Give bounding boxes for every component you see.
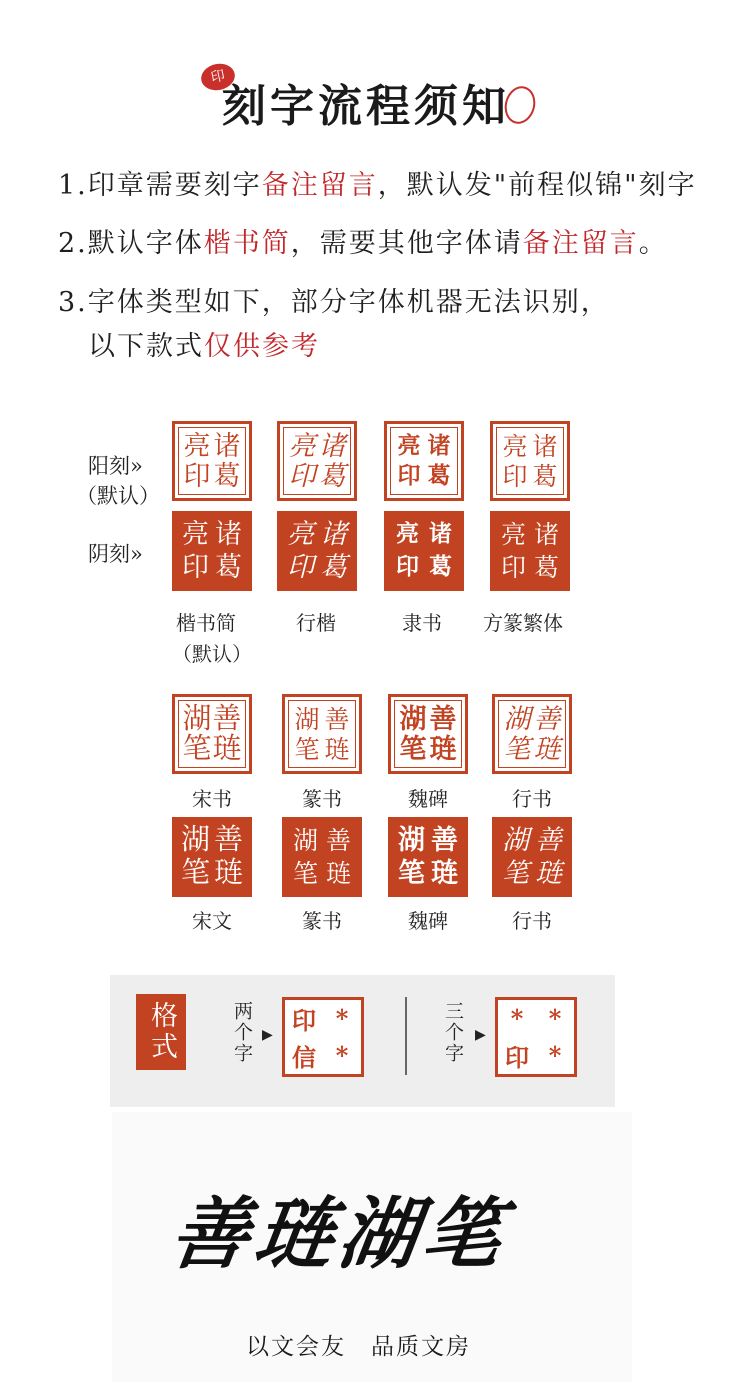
seal-char: 葛	[320, 552, 347, 583]
format-char: *	[335, 1004, 349, 1033]
seal-char: 诸	[532, 431, 558, 461]
seal-yang-zhuanshu	[282, 694, 362, 774]
seal-yang-kaishu	[172, 421, 252, 501]
seal-yang-songshu	[172, 694, 252, 774]
seal-char: 印	[396, 554, 419, 580]
seal-char: 笔	[292, 859, 318, 888]
caption-xingkai: 行楷	[296, 611, 336, 635]
seal-char: 善	[213, 824, 243, 856]
title-seal-mark: 印	[199, 61, 238, 94]
note-1-tail: ，默认发"前程似锦"刻字	[377, 170, 697, 201]
seal-char: 亮	[396, 521, 419, 547]
format-char: 信	[292, 1043, 316, 1072]
seal-char: 湖	[399, 703, 427, 735]
note-2-text: 2.默认字体	[58, 228, 204, 259]
format-char: *	[548, 1004, 562, 1033]
note-2	[58, 221, 668, 260]
seal-yin-kaishu	[172, 511, 252, 591]
label-yang-default: （默认）	[76, 484, 160, 508]
seal-char: 印	[500, 553, 526, 582]
seal-char: 诸	[427, 432, 451, 459]
seal-yang-fangzhuan	[490, 421, 570, 501]
caption-default: （默认）	[172, 642, 252, 666]
arrow-right-icon: ▶	[475, 1027, 486, 1043]
seal-yang-xingshu	[492, 694, 572, 774]
label-yang: 阳刻»	[88, 454, 143, 478]
seal-char: 善	[324, 704, 350, 734]
caption-zhuanshu-yin: 篆书	[302, 909, 342, 933]
seal-char: 亮	[287, 519, 314, 550]
seal-char: 笔	[502, 858, 529, 889]
seal-char: 亮	[288, 430, 316, 462]
caption-lishu: 隶书	[402, 611, 442, 635]
seal-char: 诸	[429, 521, 452, 547]
seal-yang-lishu	[384, 421, 464, 501]
seal-yin-xingshu	[492, 817, 572, 897]
note-1-text: 1.印章需要刻字	[58, 170, 262, 201]
seal-char: 善	[431, 825, 458, 856]
seal-char: 印	[182, 552, 209, 583]
seal-char: 印	[287, 552, 314, 583]
seal-char: 善	[325, 826, 351, 855]
seal-char: 琏	[324, 734, 350, 764]
format-char: *	[335, 1041, 349, 1070]
seal-char: 琏	[533, 733, 561, 765]
seal-char: 善	[533, 703, 561, 735]
footer-banner	[112, 1112, 632, 1382]
seal-yin-fangzhuan	[490, 511, 570, 591]
seal-char: 琏	[431, 858, 458, 889]
seal-char: 亮	[182, 519, 209, 550]
seal-char: 笔	[182, 732, 212, 765]
format-three-label: 三个字	[442, 1001, 464, 1064]
format-panel	[110, 975, 615, 1107]
caption-fangzhuan: 方篆繁体	[483, 611, 563, 635]
format-char: 印	[505, 1043, 529, 1072]
format-char: *	[548, 1041, 562, 1070]
seal-char: 印	[183, 460, 211, 492]
seal-yin-xingkai	[277, 511, 357, 591]
note-3-text: 3.字体类型如下，部分字体机器无法识别，	[58, 287, 610, 318]
format-char: 印	[292, 1006, 316, 1035]
caption-songshu: 宋书	[192, 787, 232, 811]
seal-yin-songwen	[172, 817, 252, 897]
seal-char: 湖	[182, 702, 212, 735]
label-yin: 阴刻»	[88, 542, 143, 566]
footer-slogan: 以文会友 品质文房	[246, 1334, 471, 1360]
seal-char: 善	[535, 825, 562, 856]
seal-char: 笔	[503, 733, 531, 765]
seal-yin-zhuanshu	[282, 817, 362, 897]
seal-yin-weibei	[388, 817, 468, 897]
seal-char: 湖	[398, 825, 425, 856]
seal-char: 琏	[429, 733, 457, 765]
format-tag: 格式	[136, 994, 186, 1070]
note-3	[58, 280, 610, 319]
seal-char: 葛	[532, 461, 558, 491]
seal-char: 善	[212, 702, 242, 735]
note-3-highlight: 仅供参考	[204, 331, 320, 362]
title-area	[0, 62, 750, 142]
seal-char: 湖	[180, 824, 210, 856]
seal-char: 葛	[213, 460, 241, 492]
calligraphy-logo: 善琏湖笔	[164, 1189, 514, 1280]
note-3-text2: 以下款式	[88, 331, 204, 362]
format-three-char-seal	[495, 997, 577, 1077]
arrow-right-icon: ▶	[262, 1027, 273, 1043]
seal-yin-lishu	[384, 511, 464, 591]
seal-char: 湖	[294, 704, 320, 734]
caption-weibei: 魏碑	[408, 787, 448, 811]
page-title: 刻字流程须知	[222, 81, 510, 132]
seal-char: 诸	[318, 430, 346, 462]
note-3-line2	[88, 324, 320, 363]
note-2-end: 。	[638, 228, 668, 259]
note-1-highlight: 备注留言	[261, 170, 378, 201]
seal-char: 琏	[212, 732, 242, 765]
seal-char: 葛	[215, 552, 242, 583]
seal-char: 善	[429, 703, 457, 735]
seal-char: 湖	[502, 825, 529, 856]
seal-char: 葛	[427, 462, 451, 489]
seal-char: 诸	[320, 519, 347, 550]
seal-char: 亮	[502, 431, 528, 461]
format-two-label: 两个字	[231, 1001, 253, 1064]
caption-xingshu-yin: 行书	[512, 909, 552, 933]
seal-char: 葛	[318, 460, 346, 492]
note-1	[58, 163, 697, 202]
seal-char: 诸	[213, 430, 241, 462]
seal-char: 印	[288, 460, 316, 492]
seal-char: 湖	[292, 826, 318, 855]
note-2-highlight-note: 备注留言	[522, 228, 639, 259]
seal-char: 印	[502, 461, 528, 491]
caption-kaishu: 楷书简	[176, 611, 236, 635]
seal-char: 诸	[533, 520, 559, 549]
note-2-highlight-font: 楷书简	[203, 228, 291, 259]
seal-char: 琏	[535, 858, 562, 889]
seal-char: 诸	[215, 519, 242, 550]
seal-char: 笔	[294, 734, 320, 764]
seal-char: 笔	[398, 858, 425, 889]
note-2-mid: ，需要其他字体请	[290, 228, 523, 259]
seal-char: 印	[397, 462, 421, 489]
caption-zhuanshu: 篆书	[302, 787, 342, 811]
seal-char: 笔	[180, 857, 210, 889]
format-two-char-seal	[282, 997, 364, 1077]
seal-yang-weibei	[388, 694, 468, 774]
caption-weibei-yin: 魏碑	[408, 909, 448, 933]
format-char: *	[510, 1004, 524, 1033]
seal-char: 亮	[183, 430, 211, 462]
seal-char: 琏	[213, 857, 243, 889]
caption-xingshu: 行书	[512, 787, 552, 811]
seal-char: 亮	[397, 432, 421, 459]
seal-char: 葛	[429, 554, 452, 580]
format-divider	[405, 997, 407, 1075]
seal-yang-xingkai	[277, 421, 357, 501]
seal-char: 琏	[325, 859, 351, 888]
seal-char: 湖	[503, 703, 531, 735]
seal-char: 亮	[500, 520, 526, 549]
seal-char: 笔	[399, 733, 427, 765]
seal-char: 葛	[533, 553, 559, 582]
caption-songwen: 宋文	[192, 909, 232, 933]
